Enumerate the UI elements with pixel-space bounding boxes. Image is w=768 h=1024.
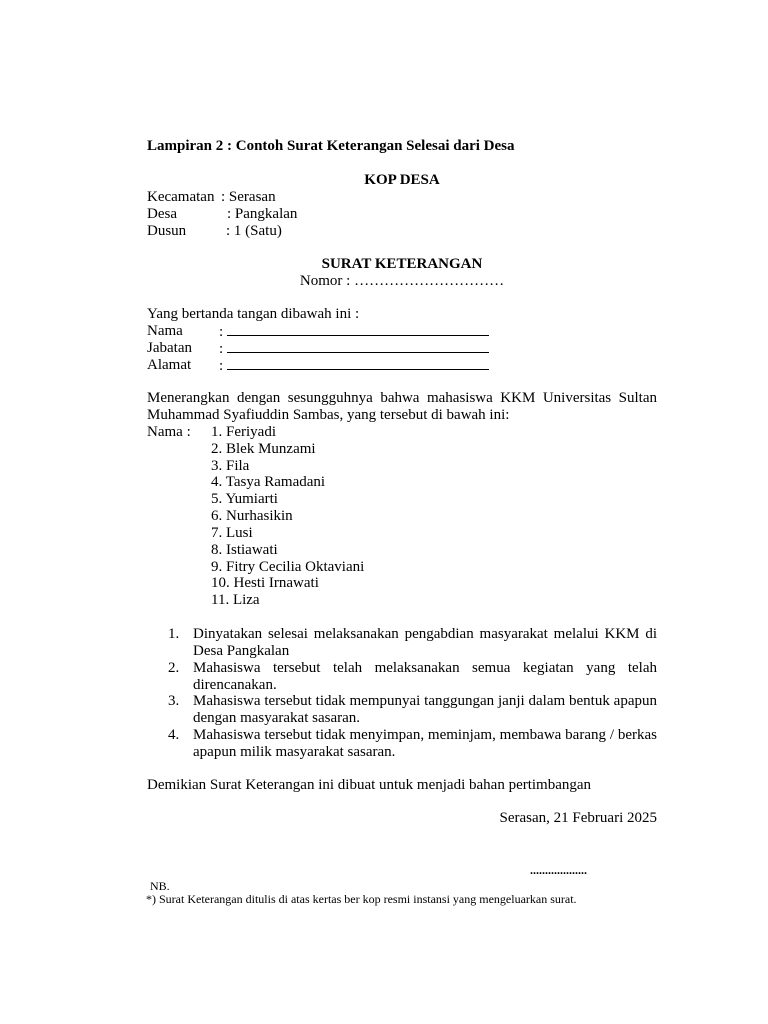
- signer-intro: Yang bertanda tangan dibawah ini :: [147, 306, 360, 322]
- list-item: 8. Istiawati: [211, 542, 278, 558]
- dusun-label: Dusun: [147, 223, 187, 239]
- footnote: *) Surat Keterangan ditulis di atas kertas ber kop resmi instansi yang mengeluarkan surat.: [146, 892, 577, 906]
- statement-text: Mahasiswa tersebut telah melaksanakan semua kegiatan yang telah direncanakan.: [193, 660, 657, 693]
- nb-label: NB.: [150, 879, 170, 893]
- list-item: 1. Feriyadi: [211, 424, 276, 440]
- signer-address-label: Alamat: [147, 357, 192, 373]
- statement-text: Mahasiswa tersebut tidak menyimpan, meminjam, membawa barang / berkas apapun milik masyarakat sasaran.: [193, 727, 657, 760]
- statement-number: 4.: [168, 727, 180, 743]
- list-item: 4. Tasya Ramadani: [211, 474, 326, 490]
- signer-position-field: [219, 340, 489, 358]
- list-item: 3. Fila: [211, 458, 250, 474]
- list-item: 10. Hesti Irnawati: [211, 575, 319, 591]
- statement-text: Mahasiswa tersebut tidak mempunyai tanggungan janji dalam bentuk apapun dengan masyarakat sasaran.: [193, 693, 657, 726]
- names-label: Nama :: [147, 424, 191, 440]
- statement-number: 2.: [168, 660, 180, 676]
- list-item: 5. Yumiarti: [211, 491, 278, 507]
- signer-name-field: [219, 323, 489, 341]
- desa-label: Desa: [147, 206, 177, 222]
- dusun-value: : 1 (Satu): [226, 223, 282, 239]
- signature-placeholder: ...................: [530, 863, 587, 877]
- colon: :: [219, 324, 224, 340]
- position-blank-line: [227, 340, 489, 353]
- list-item: 7. Lusi: [211, 525, 253, 541]
- desa-value: : Pangkalan: [227, 206, 298, 222]
- statement-text: Dinyatakan selesai melaksanakan pengabdian masyarakat melalui KKM di Desa Pangkalan: [193, 626, 657, 659]
- closing-sentence: Demikian Surat Keterangan ini dibuat untuk menjadi bahan pertimbangan: [147, 777, 592, 793]
- list-item: 9. Fitry Cecilia Oktaviani: [211, 559, 365, 575]
- signer-name-label: Nama: [147, 323, 183, 339]
- place-and-date: Serasan, 21 Februari 2025: [499, 810, 657, 826]
- signer-address-field: [219, 357, 489, 375]
- signer-position-label: Jabatan: [147, 340, 192, 356]
- list-item: 6. Nurhasikin: [211, 508, 293, 524]
- letter-number: Nomor : …………………………: [299, 273, 505, 289]
- letter-title: SURAT KETERANGAN: [321, 256, 483, 272]
- list-item: 2. Blek Munzami: [211, 441, 316, 457]
- kop-desa: KOP DESA: [364, 172, 440, 188]
- statement-number: 3.: [168, 693, 180, 709]
- kecamatan-label: Kecamatan: [147, 189, 215, 205]
- attachment-heading: Lampiran 2 : Contoh Surat Keterangan Selesai dari Desa: [147, 138, 515, 154]
- statement-number: 1.: [168, 626, 180, 642]
- colon: :: [219, 341, 224, 357]
- list-item: 11. Liza: [211, 592, 260, 608]
- address-blank-line: [227, 357, 489, 370]
- kecamatan-value: : Serasan: [221, 189, 276, 205]
- name-blank-line: [227, 323, 489, 336]
- colon: :: [219, 358, 224, 374]
- statement-intro: Menerangkan dengan sesungguhnya bahwa mahasiswa KKM Universitas Sultan Muhammad Syafiuddin Sambas, yang tersebut di bawah ini:: [147, 390, 657, 423]
